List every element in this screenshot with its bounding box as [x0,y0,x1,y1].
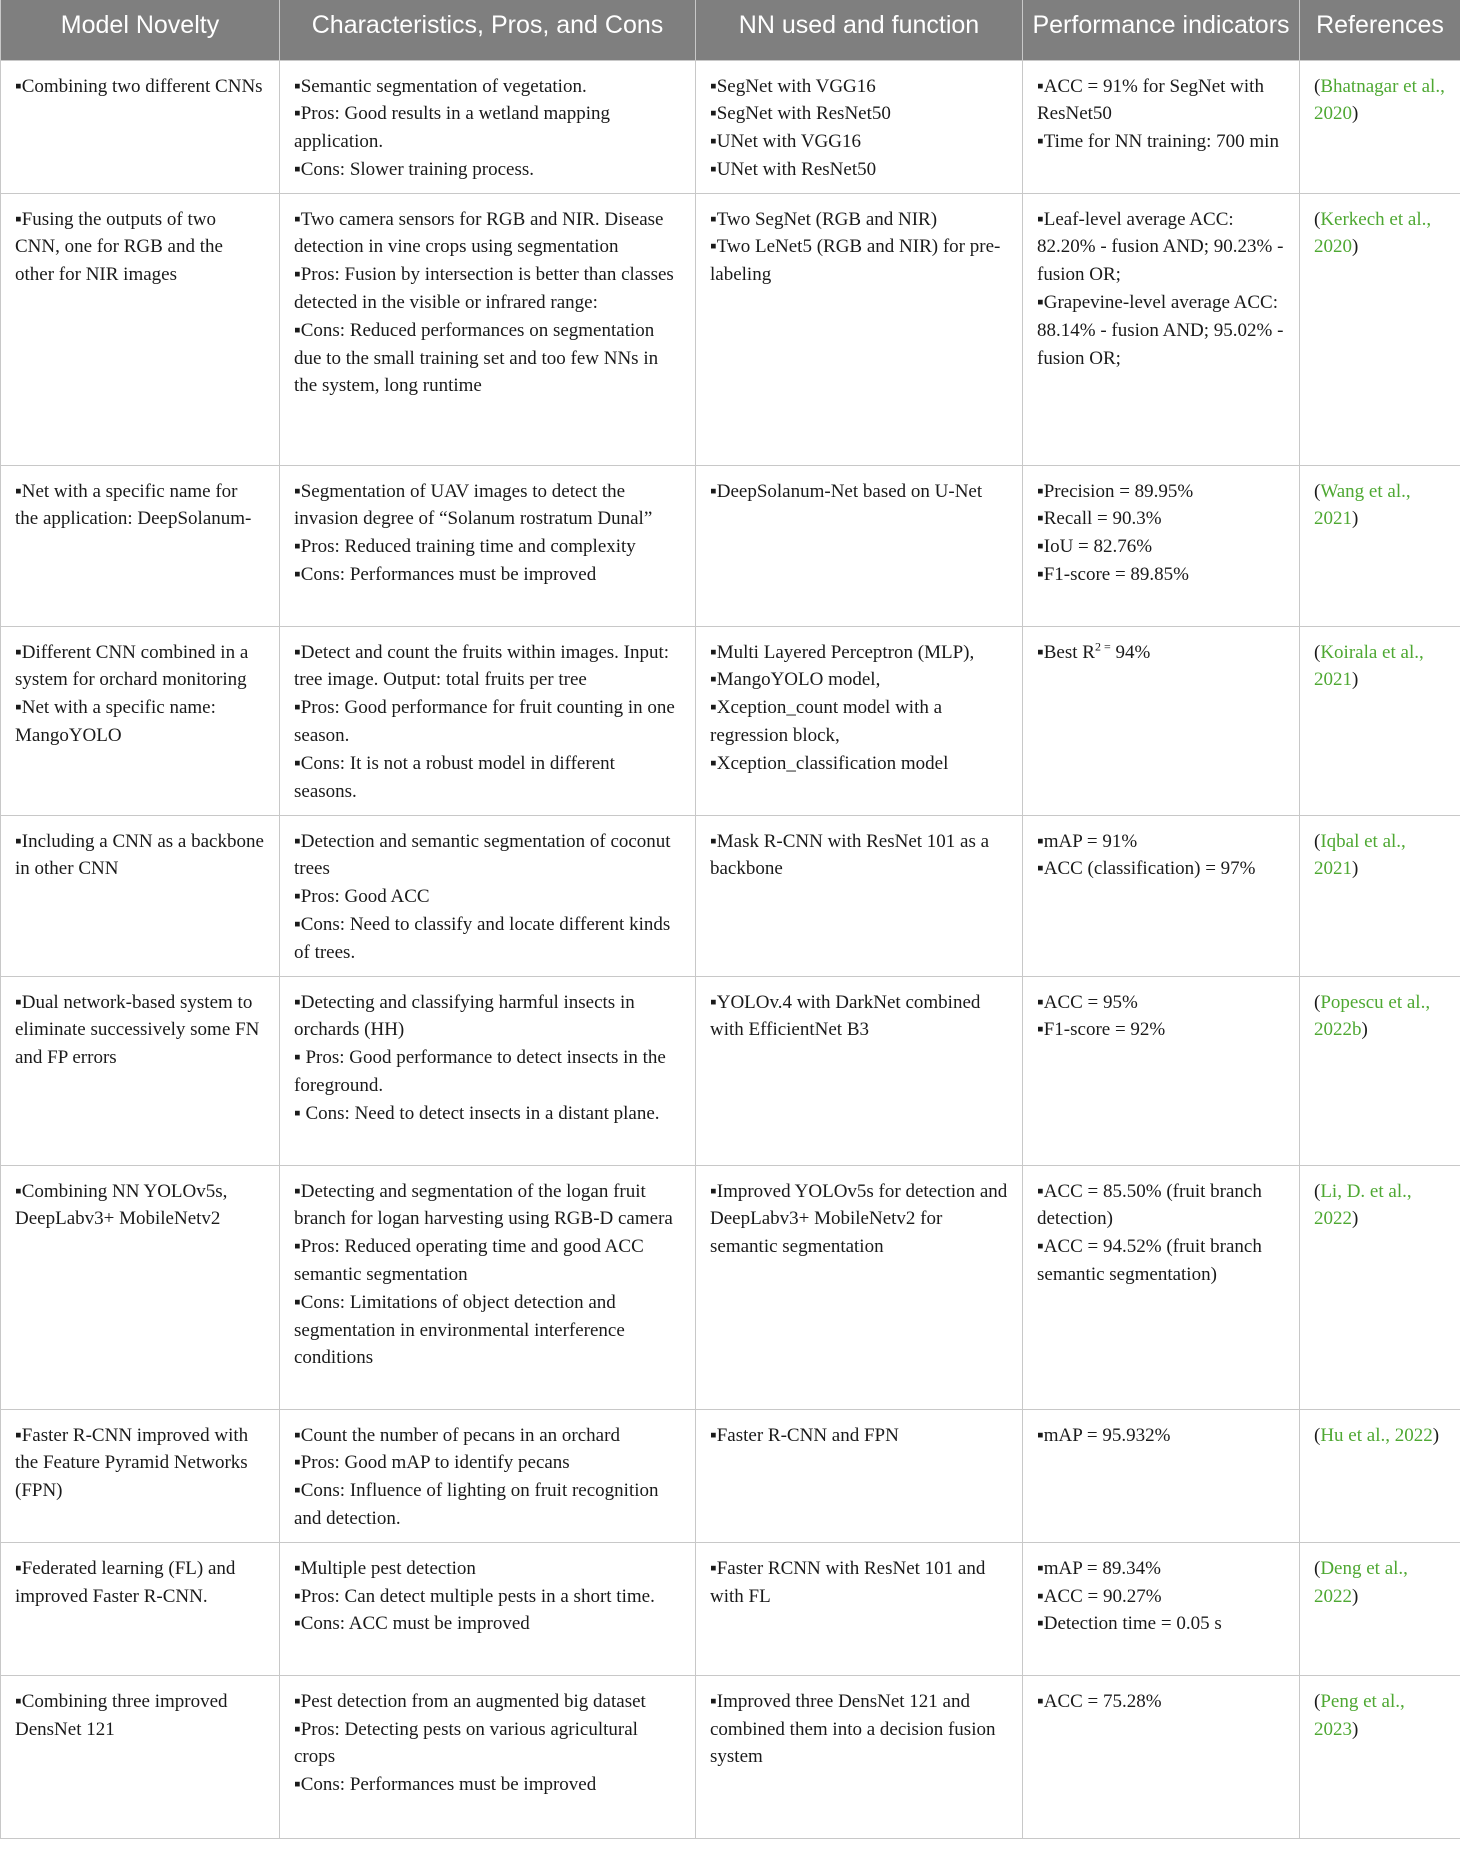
ref-paren-close: ) [1432,1424,1440,1446]
model-novelty-cell [1,193,280,465]
performance-cell [1023,815,1300,976]
model-novelty-cell [1,976,280,1165]
cell-line: ▪Improved YOLOv5s for detection and DeepLabv3+ MobileNetv2 for semantic segmentation [710,1180,1008,1258]
cell-line: ▪Cons: It is not a robust model in different seasons. [294,752,615,802]
cell-line: ▪Cons: Reduced performances on segmentation due to the small training set and too few NNs in the system, long runtime [294,319,659,397]
characteristics-cell [280,815,696,976]
cell-line: ▪Different CNN combined in a system for orchard monitoring [15,641,249,691]
ref-paren-close: ) [1352,103,1359,125]
ref-paren-close: ) [1352,508,1359,530]
characteristics-cell [280,1409,696,1542]
header-row [1,0,1460,60]
cell-line: ▪Net with a specific name: MangoYOLO [15,697,216,747]
cell-line: ▪Cons: Need to classify and locate different kinds of trees. [294,914,671,963]
cell-line: ▪ Pros: Good performance to detect insects in the foreground. [294,1047,666,1097]
cell-line: ▪Count the number of pecans in an orchard [294,1424,620,1446]
cell-line: ▪Xception_classification model [710,752,949,774]
cell-line: ▪Semantic segmentation of vegetation. [294,75,587,97]
cell-line: ▪Mask R-CNN with ResNet 101 as a backbone [710,830,990,880]
ref-paren-open: ( [1314,1690,1321,1712]
cell-line: ▪Grapevine-level average ACC: 88.14% - fusion AND; 95.02% - fusion OR; [1037,292,1284,369]
model-novelty-cell [1,1165,280,1409]
ref-paren-close: ) [1352,236,1359,258]
cell-line: ▪Dual network-based system to eliminate successively some FN and FP errors [15,991,260,1069]
nn-used-cell [696,976,1023,1165]
performance-cell [1023,1675,1300,1838]
cell-line: ▪Pros: Reduced operating time and good ACC semantic segmentation [294,1236,644,1286]
table-row [1,1542,1460,1675]
performance-cell [1023,1409,1300,1542]
cell-line: ▪Combining three improved DensNet 121 [15,1690,228,1740]
characteristics-cell [280,193,696,465]
model-novelty-cell [1,626,280,815]
cell-line: ▪ Cons: Need to detect insects in a distant plane. [294,1102,660,1124]
ref-paren-open: ( [1314,641,1321,663]
model-novelty-cell [1,60,280,193]
reference-cell [1300,60,1460,193]
cell-line: ▪Pest detection from an augmented big dataset [294,1690,646,1712]
cell-line: ▪Pros: Reduced training time and complexity [294,536,636,558]
cell-line: ▪Cons: Limitations of object detection and segmentation in environmental interference conditions [294,1291,625,1369]
cell-line: ▪F1-score = 89.85% [1037,564,1190,586]
reference-link[interactable]: Deng et al., 2022 [1314,1557,1408,1607]
reference-link[interactable]: Iqbal et al., 2021 [1314,830,1406,880]
reference-link[interactable]: Wang et al., 2021 [1314,480,1411,530]
table-body [1,60,1460,1838]
reference-link[interactable]: Koirala et al., 2021 [1314,641,1424,691]
perf-text: 94% [1110,641,1151,663]
ref-paren-close: ) [1352,1208,1359,1230]
cell-line: ▪MangoYOLO model, [710,669,881,691]
cell-line: ▪Fusing the outputs of two CNN, one for RGB and the other for NIR images [15,208,223,286]
cell-line: ▪SegNet with VGG16 [710,75,876,97]
cell-line: ▪Two camera sensors for RGB and NIR. Disease detection in vine crops using segmentation [294,208,664,258]
cell-line: ▪ACC = 75.28% [1037,1690,1162,1712]
cell-line: ▪Multi Layered Perceptron (MLP), [710,641,975,663]
reference-link[interactable]: Bhatnagar et al., 2020 [1314,75,1445,125]
cell-line: ▪mAP = 91% [1037,830,1138,852]
cell-line: ▪Multiple pest detection [294,1557,476,1579]
ref-paren-open: ( [1314,1557,1321,1579]
perf-superscript: 2 = [1094,639,1111,654]
cell-line: ▪Pros: Good mAP to identify pecans [294,1452,570,1474]
cell-line: ▪Pros: Can detect multiple pests in a short time. [294,1585,655,1607]
performance-cell [1023,626,1300,815]
characteristics-cell [280,626,696,815]
perf-text: ▪Best R [1037,641,1095,663]
performance-cell [1023,976,1300,1165]
characteristics-cell [280,1165,696,1409]
table-row [1,465,1460,626]
header-model-novelty: Model Novelty [1,0,280,60]
reference-link[interactable]: Li, D. et al., 2022 [1314,1180,1412,1230]
cell-line: ▪Time for NN training: 700 min [1037,131,1279,153]
model-novelty-cell [1,1542,280,1675]
cell-line: ▪Detection time = 0.05 s [1037,1613,1222,1635]
cell-line: ▪Improved three DensNet 121 and combined them into a decision fusion system [710,1690,996,1768]
cell-line: ▪Pros: Detecting pests on various agricultural crops [294,1718,638,1768]
performance-cell [1023,465,1300,626]
ref-paren-open: ( [1314,1424,1321,1446]
cell-line: ▪Pros: Good ACC [294,886,430,908]
cell-line: ▪IoU = 82.76% [1037,536,1153,558]
cell-line [1037,639,1285,667]
cell-line: ▪Faster R-CNN and FPN [710,1424,899,1446]
cell-line: ▪Two LeNet5 (RGB and NIR) for pre-labeling [710,236,1001,286]
ref-paren-open: ( [1314,991,1321,1013]
cell-line: ▪YOLOv.4 with DarkNet combined with EfficientNet B3 [710,991,981,1041]
ref-paren-close: ) [1361,1019,1368,1041]
ref-paren-open: ( [1314,1180,1321,1202]
cell-line: ▪Xception_count model with a regression block, [710,697,943,747]
cell-line: ▪DeepSolanum-Net based on U-Net [710,480,983,502]
cell-line: ▪Cons: ACC must be improved [294,1613,530,1635]
model-novelty-cell [1,465,280,626]
cell-line: ▪Recall = 90.3% [1037,508,1162,530]
cell-line: ▪Faster RCNN with ResNet 101 and with FL [710,1557,986,1607]
characteristics-cell [280,1542,696,1675]
table-row [1,1165,1460,1409]
nn-used-cell [696,1675,1023,1838]
nn-used-cell [696,1165,1023,1409]
reference-cell [1300,1675,1460,1838]
reference-cell [1300,193,1460,465]
cell-line: ▪Pros: Fusion by intersection is better than classes detected in the visible or infrared range: [294,264,674,314]
header-nn-used: NN used and function [696,0,1023,60]
reference-cell [1300,1165,1460,1409]
reference-link[interactable]: Popescu et al., 2022b [1314,991,1431,1041]
nn-used-cell [696,193,1023,465]
cell-line: ▪Cons: Slower training process. [294,158,534,180]
cell-line: ▪ACC = 94.52% (fruit branch semantic segmentation) [1037,1236,1262,1286]
cell-line: ▪Detecting and segmentation of the logan fruit branch for logan harvesting using RGB-D camera [294,1180,673,1230]
cell-line: ▪Faster R-CNN improved with the Feature Pyramid Networks (FPN) [15,1424,249,1502]
table-row [1,60,1460,193]
model-novelty-cell [1,1409,280,1542]
reference-cell [1300,465,1460,626]
cell-line: ▪SegNet with ResNet50 [710,103,891,125]
ref-paren-open: ( [1314,830,1321,852]
cell-line: ▪ACC = 90.27% [1037,1585,1162,1607]
performance-cell [1023,1542,1300,1675]
cell-line: ▪Cons: Influence of lighting on fruit recognition and detection. [294,1480,659,1530]
cell-line: ▪Pros: Good performance for fruit counting in one season. [294,697,675,747]
cell-line: ▪Leaf-level average ACC: 82.20% - fusion AND; 90.23% - fusion OR; [1037,208,1284,286]
cell-line: ▪Detection and semantic segmentation of coconut trees [294,830,671,880]
characteristics-cell [280,1675,696,1838]
cell-line: ▪Cons: Performances must be improved [294,564,597,586]
ref-paren-close: ) [1352,1585,1359,1607]
cell-line: ▪Pros: Good results in a wetland mapping application. [294,103,610,153]
nn-used-cell [696,465,1023,626]
ref-paren-close: ) [1352,858,1359,880]
table-row [1,976,1460,1165]
characteristics-cell [280,465,696,626]
cell-line: ▪F1-score = 92% [1037,1019,1166,1041]
cell-line: ▪mAP = 95.932% [1037,1424,1171,1446]
cell-line: ▪Detecting and classifying harmful insects in orchards (HH) [294,991,635,1041]
table-row [1,626,1460,815]
reference-link[interactable]: Peng et al., 2023 [1314,1690,1405,1740]
cell-line: ▪ACC = 95% [1037,991,1138,1013]
cell-line: ▪UNet with ResNet50 [710,158,877,180]
cell-line: ▪Including a CNN as a backbone in other CNN [15,830,264,880]
cell-line: ▪Segmentation of UAV images to detect the invasion degree of “Solanum rostratum Dunal” [294,480,653,530]
reference-cell [1300,976,1460,1165]
cell-line: ▪Federated learning (FL) and improved Faster R-CNN. [15,1557,236,1607]
model-novelty-cell [1,1675,280,1838]
ref-paren-open: ( [1314,480,1321,502]
cell-line: ▪Detect and count the fruits within images. Input: tree image. Output: total fruits per tree [294,641,670,691]
nn-used-cell [696,60,1023,193]
ref-paren-close: ) [1352,1718,1359,1740]
reference-cell [1300,1542,1460,1675]
cell-line: ▪Net with a specific name for the application: DeepSolanum- [15,480,252,530]
nn-used-cell [696,1409,1023,1542]
table-row [1,1409,1460,1542]
cell-line: ▪mAP = 89.34% [1037,1557,1161,1579]
header-characteristics: Characteristics, Pros, and Cons [280,0,696,60]
cell-line: ▪ACC = 91% for SegNet with ResNet50 [1037,75,1264,125]
cell-line: ▪ACC (classification) = 97% [1037,858,1256,880]
characteristics-cell [280,976,696,1165]
cell-line: ▪Two SegNet (RGB and NIR) [710,208,938,230]
nn-used-cell [696,626,1023,815]
table-row [1,193,1460,465]
reference-cell [1300,626,1460,815]
ref-paren-close: ) [1352,669,1359,691]
cell-line: ▪ACC = 85.50% (fruit branch detection) [1037,1180,1262,1230]
performance-cell [1023,60,1300,193]
cell-line: ▪Combining NN YOLOv5s, DeepLabv3+ MobileNetv2 [15,1180,228,1230]
header-performance: Performance indicators [1023,0,1300,60]
ref-paren-open: ( [1314,208,1321,230]
header-references: References [1300,0,1460,60]
reference-cell [1300,1409,1460,1542]
cell-line: ▪UNet with VGG16 [710,131,861,153]
reference-cell [1300,815,1460,976]
ref-paren-open: ( [1314,75,1321,97]
nn-used-cell [696,815,1023,976]
nn-used-cell [696,1542,1023,1675]
cell-line: ▪Combining two different CNNs [15,75,263,97]
cell-line: ▪Cons: Performances must be improved [294,1774,597,1796]
table-row [1,1675,1460,1838]
cell-line: ▪Precision = 89.95% [1037,480,1194,502]
reference-link[interactable]: Hu et al., 2022 [1320,1424,1433,1446]
performance-cell [1023,193,1300,465]
characteristics-cell [280,60,696,193]
performance-cell [1023,1165,1300,1409]
model-novelty-cell [1,815,280,976]
reference-link[interactable]: Kerkech et al., 2020 [1314,208,1432,258]
table-row [1,815,1460,976]
